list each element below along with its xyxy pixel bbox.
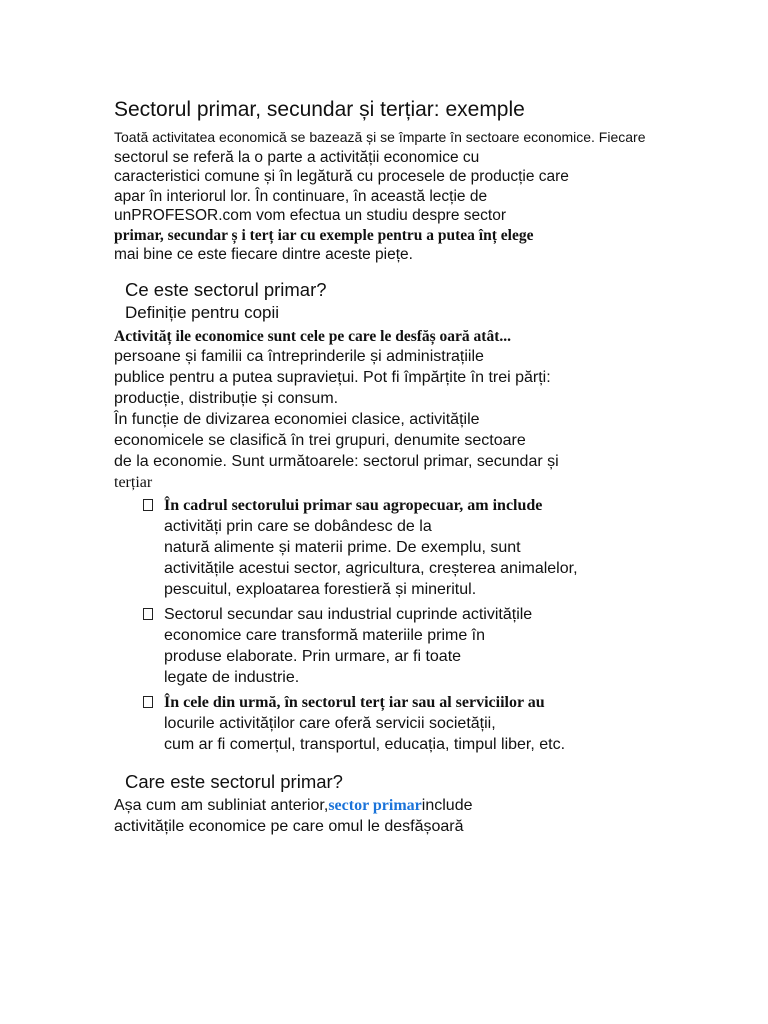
bullet-line: activitățile acestui sector, agricultura, creșterea animalelor, <box>164 560 578 577</box>
bullet-box-icon <box>143 696 153 708</box>
text-span: include <box>421 797 473 814</box>
section2-line: activitățile economice pe care omul le desfășoară <box>114 818 464 835</box>
definition-line: economicele se clasifică în trei grupuri, denumite sectoare <box>114 432 526 449</box>
intro-line: caracteristici comune și în legătură cu procesele de producție care <box>114 168 569 185</box>
document-page <box>114 98 654 837</box>
definition-line: terțiar <box>114 474 153 491</box>
section2-paragraph <box>114 795 654 837</box>
intro-paragraph <box>114 128 654 265</box>
bullet-line: activități prin care se dobândesc de la <box>164 518 432 535</box>
definition-line: persoane și familii ca întreprinderile și administrațiile <box>114 348 484 365</box>
definition-line: În funcție de divizarea economiei clasice, activitățile <box>114 411 480 428</box>
sector-primar-link[interactable]: sector primar <box>328 797 422 814</box>
bullet-box-icon <box>143 608 153 620</box>
intro-line: Toată activitatea economică se bazează și se împarte în sectoare economice. Fiecare <box>114 129 646 145</box>
text-span: Așa cum am subliniat anterior, <box>114 797 329 814</box>
bullet-line: legate de industrie. <box>164 669 300 686</box>
definition-line: de la economie. Sunt următoarele: sectorul primar, secundar și <box>114 453 559 470</box>
section-heading: Ce este sectorul primar? <box>125 278 327 300</box>
definition-line: publice pentru a putea supraviețui. Pot fi împărțite în trei părți: <box>114 369 551 386</box>
bullet-line: produse elaborate. Prin urmare, ar fi toate <box>164 648 462 665</box>
definition-paragraph <box>114 327 654 494</box>
section-subheading: Definiție pentru copii <box>125 302 280 322</box>
bullet-line: locurile activităților care oferă servicii societății, <box>164 715 496 732</box>
sector-list <box>114 495 654 755</box>
intro-line: mai bine ce este fiecare dintre aceste piețe. <box>114 246 413 263</box>
bullet-line: Sectorul secundar sau industrial cuprinde activitățile <box>164 606 533 623</box>
bullet-line: cum ar fi comerțul, transportul, educația, timpul liber, etc. <box>164 736 566 753</box>
definition-line: Activităț ile economice sunt cele pe care le desfăș oară atât... <box>114 327 511 345</box>
list-item <box>114 604 654 688</box>
intro-line: sectorul se referă la o parte a activității economice cu <box>114 148 480 166</box>
bullet-box-icon <box>143 499 153 511</box>
bullet-line: În cadrul sectorului primar sau agropecuar, am include <box>164 497 543 514</box>
bullet-line: În cele din urmă, în sectorul terț iar sau al serviciilor au <box>164 694 545 711</box>
bullet-line: economice care transformă materiile prime în <box>164 627 486 644</box>
definition-line: producție, distribuție și consum. <box>114 390 339 407</box>
intro-line: apar în interiorul lor. În continuare, în această lecție de <box>114 187 488 205</box>
section-heading: Care este sectorul primar? <box>125 771 343 792</box>
document-title: Sectorul primar, secundar și terțiar: exemple <box>114 98 525 121</box>
list-item <box>114 495 654 600</box>
bullet-line: pescuitul, exploatarea forestieră și mineritul. <box>164 581 477 598</box>
list-item <box>114 692 654 755</box>
intro-line: primar, secundar ș i terț iar cu exemple pentru a putea înț elege <box>114 226 534 244</box>
intro-line: unPROFESOR.com vom efectua un studiu despre sector <box>114 207 506 224</box>
bullet-line: natură alimente și materii prime. De exemplu, sunt <box>164 539 521 556</box>
